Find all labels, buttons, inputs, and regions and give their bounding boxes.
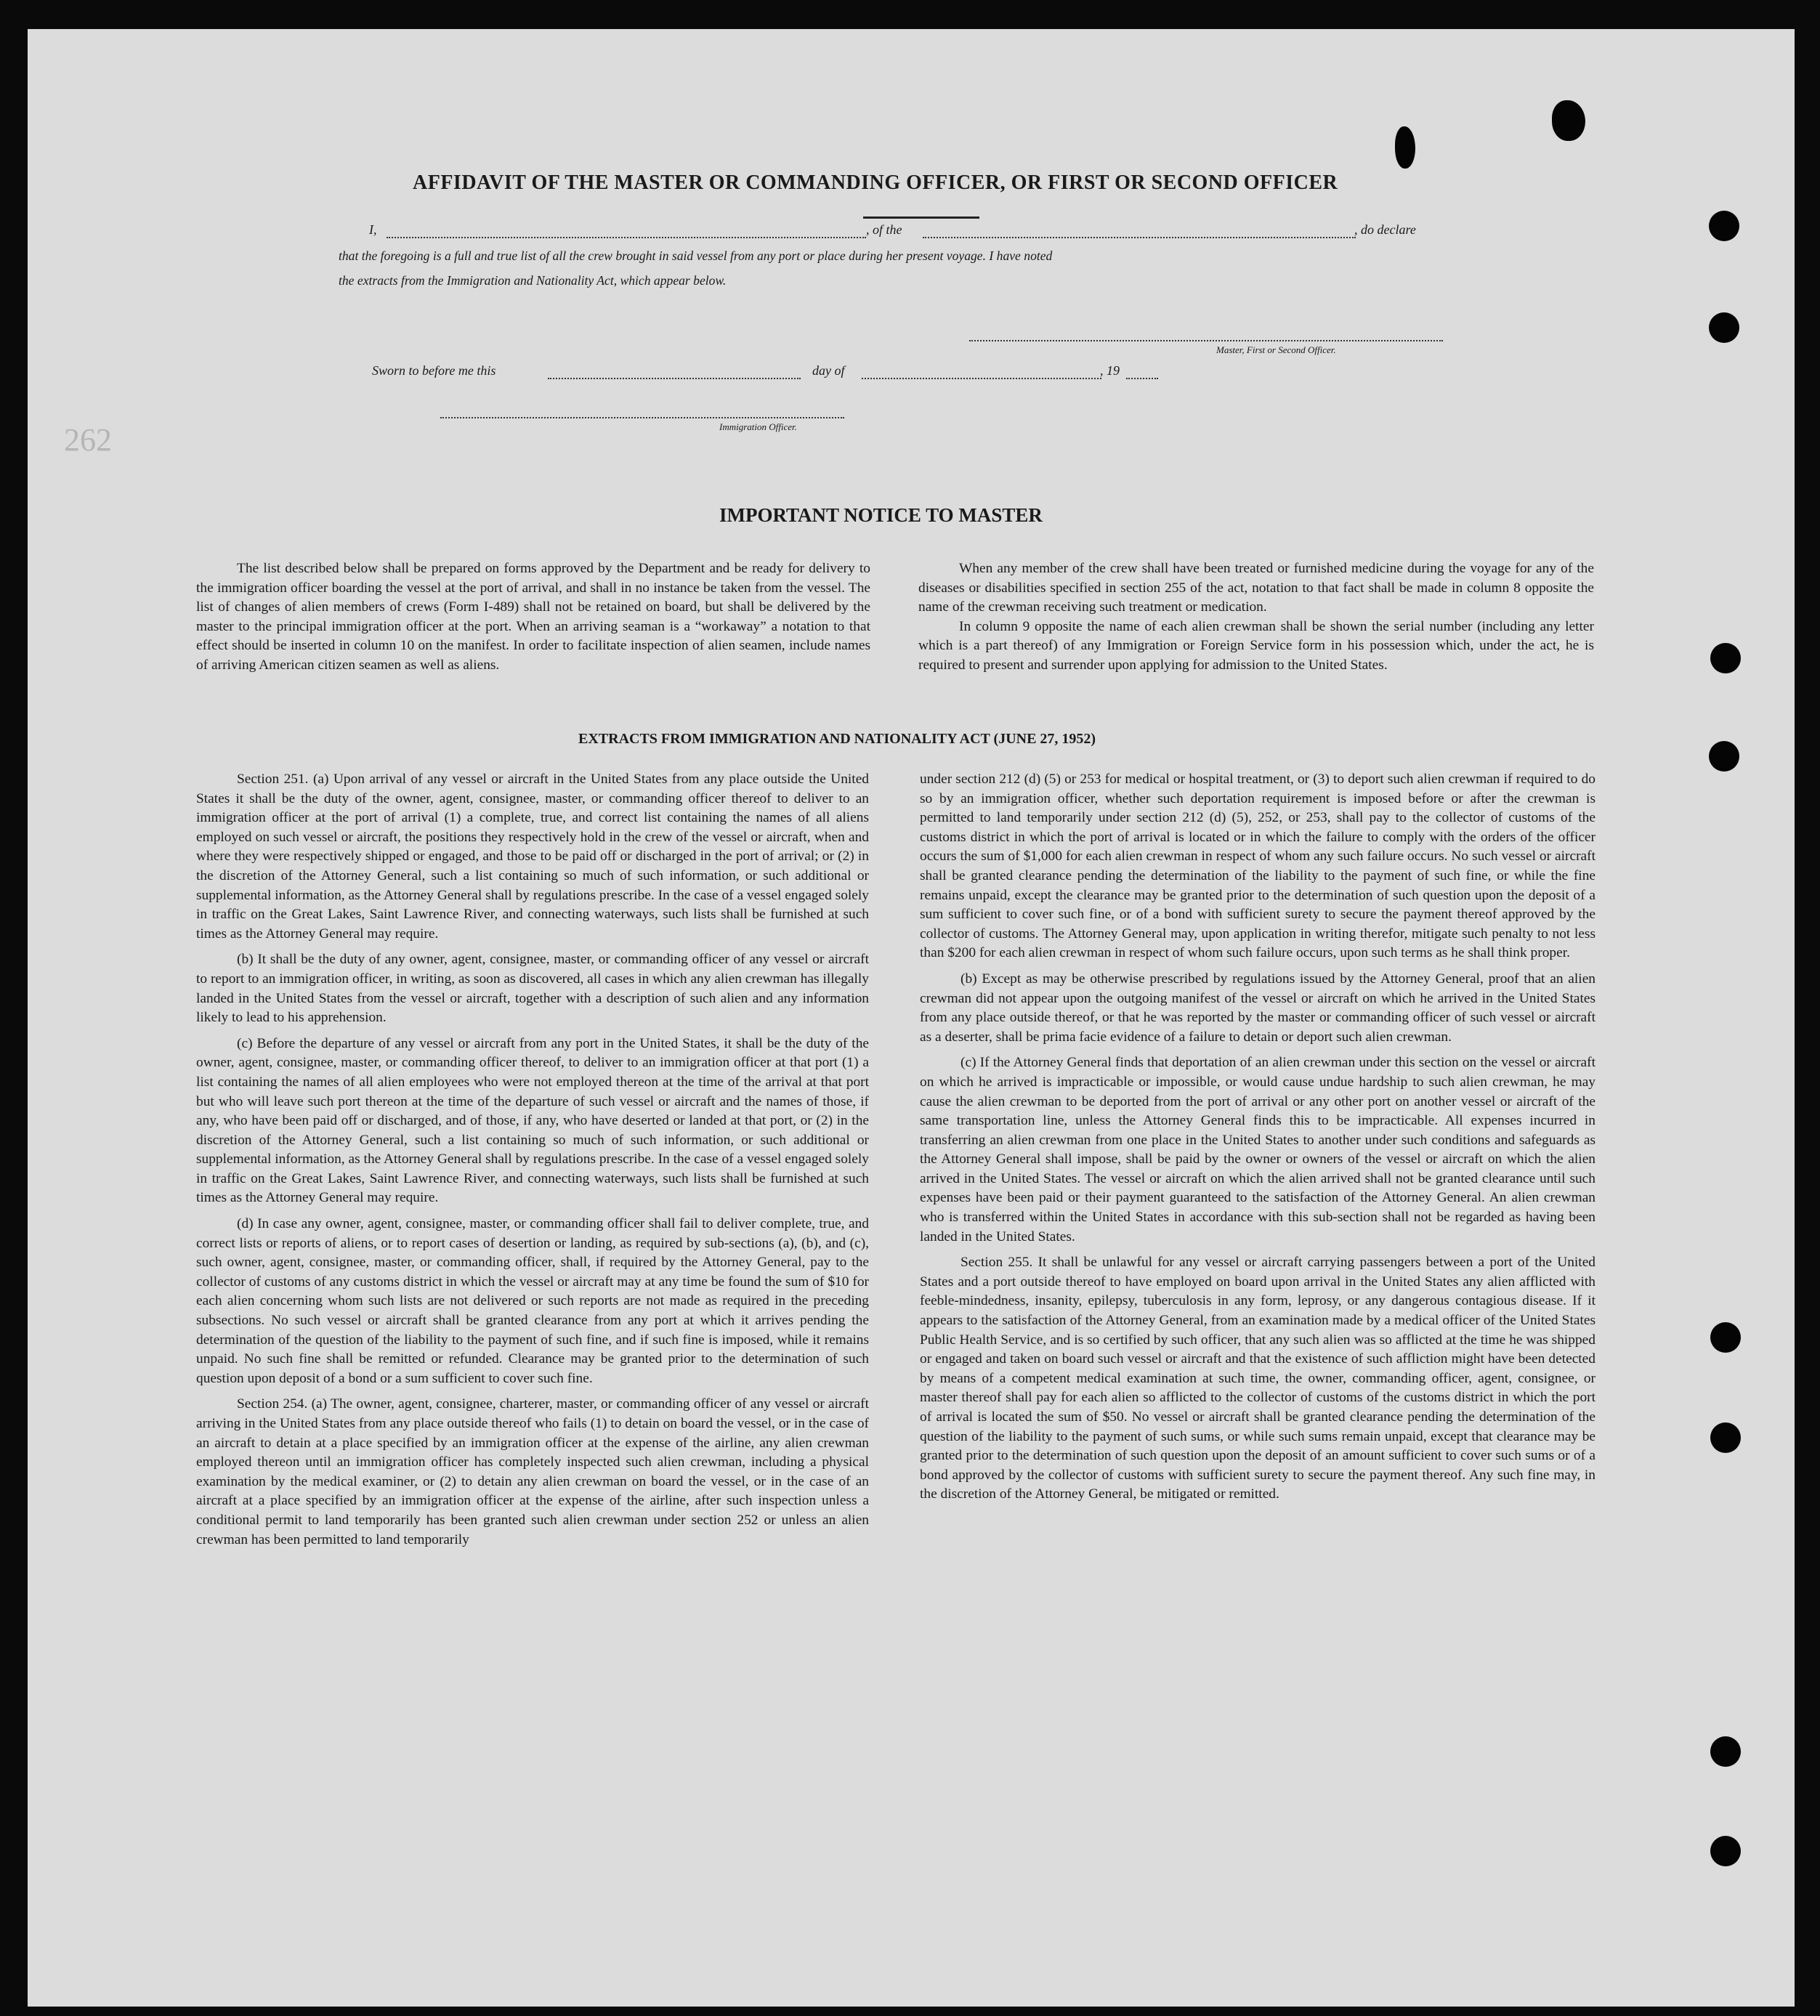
margin-mark: 262 (64, 422, 112, 458)
extracts-left-column (196, 770, 869, 1556)
extract-paragraph: (b) Except as may be otherwise prescribed by regulations issued by the Attorney General, proof that an alien crewman did not appear upon the outgoing manifest of the vessel or aircraft on which he arrived in the United States from any place outside thereof, or that he was reported by the master or commanding officer of such vessel or aircraft as a deserter, shall be prima facie evidence of a failure to detain or deport such alien crewman. (920, 971, 1595, 1045)
notice-heading: IMPORTANT NOTICE TO MASTER (719, 504, 1043, 526)
punch-hole (1710, 1322, 1741, 1353)
notice-right-paragraph: In column 9 opposite the name of each alien crewman shall be shown the serial number (including any letter which is a part thereof) of any Immigration or Foreign Service form in his possession which, under the act, he is required to present and surrender upon applying for admission to the United States. (918, 618, 1594, 673)
notice-left-column (196, 559, 870, 682)
extract-paragraph: under section 212 (d) (5) or 253 for medical or hospital treatment, or (3) to deport such alien crewman if required to do so by an immigration officer, whether such deportation requirement is imposed before or after the crewman is permitted to land temporarily under section 212 (d) (5), 252, or 253, shall pay to the collector of customs of the customs district in which the port of arrival is located or in which the failure to comply with the orders of the officer occurs the sum of $1,000 for each alien crewman in respect of whom any such failure occurs. No such vessel or aircraft shall be granted clearance pending the determination of the liability to the payment of such fine, or while the fine remains unpaid, except the clearance may be granted prior to the determination of such question upon the deposit of a sum sufficient to cover such fine, or of a bond with sufficient surety to secure the payment thereof approved by the collector of customs. The Attorney General may, upon application in writing therefor, mitigate such penalty to not less than $200 for each alien crewman in respect of whom such failure occurs, upon such terms as he shall think proper. (920, 772, 1595, 961)
form-page (28, 29, 1795, 2007)
extract-paragraph: (c) If the Attorney General finds that deportation of an alien crewman under this section on the vessel or aircraft on which he arrived is impracticable or impossible, or would cause undue hardship to such alien crewman, he may cause the alien crewman to be deported from the port of arrival or any other port on another vessel or aircraft of the same transportation line, unless the Attorney General finds this to be impracticable. All expenses incurred in transferring an alien crewman from one place in the United States to another under such conditions and safeguards as the Attorney General shall impose, shall be paid by the owner or owners of the vessel or aircraft on which the alien arrived in the United States. The vessel or aircraft on which the alien arrived shall not be granted clearance until such expenses have been paid or their payment guaranteed to the satisfaction of the Attorney General. An alien crewman who is transferred within the United States in accordance with this sub-section shall not be regarded as having been landed in the United States. (920, 1055, 1595, 1244)
year-blank (1126, 378, 1158, 379)
punch-hole (1709, 211, 1739, 241)
notice-right-paragraph: When any member of the crew shall have been treated or furnished medicine during the voyage for any of the diseases or disabilities specified in section 255 of the act, notation to that fact shall be made in column 8 opposite the name of the crewman receiving such treatment or medication. (918, 561, 1594, 615)
affidavit-title: AFFIDAVIT OF THE MASTER OR COMMANDING OFFICER, OR FIRST OR SECOND OFFICER (413, 171, 1338, 194)
ink-blot (1395, 126, 1415, 169)
affidavit-do-declare: , do declare (1354, 222, 1416, 237)
notice-left-paragraph: The list described below shall be prepared on forms approved by the Department and be ready for delivery to the immigration officer boarding the vessel at the port of arrival, and shall in no instance be taken from the vessel. The list of changes of alien members of crews (Form I-489) shall not be retained on board, but shall be delivered by the master to the principal immigration officer at the port. When an arriving seaman is a “workaway” a notation to that effect should be inserted in column 10 on the manifest. In order to facilitate inspection of alien seamen, include names of arriving American citizen seamen as well as aliens. (196, 561, 870, 673)
vessel-blank (923, 237, 1356, 238)
officer-caption: Immigration Officer. (719, 421, 797, 432)
signature-caption: Master, First or Second Officer. (1216, 344, 1336, 355)
extract-paragraph: (c) Before the departure of any vessel or aircraft from any port in the United States, it shall be the duty of the owner, agent, consignee, master, or commanding officer thereof, to deliver to an immigration officer at that port (1) a list containing the names of all alien employees who were not employed thereon at the time of the arrival at that port but who will leave such port thereon at the time of the departure of such vessel or aircraft and the names of those, if any, who have been paid off or discharged, and of those, if any, who have deserted or landed at that port, or (2) in the discretion of the Attorney General, such a list containing so much of such information, or such additional or supplemental information, as the Attorney General shall by regulations prescribe. In the case of a vessel engaged solely in traffic on the Great Lakes, Saint Lawrence River, and connecting waterways, such lists shall be furnished at such times as the Attorney General may require. (196, 1035, 869, 1206)
sworn-date-blank (548, 378, 801, 379)
month-blank (862, 378, 1101, 379)
extract-paragraph: (b) It shall be the duty of any owner, agent, consignee, master, or commanding officer of any vessel or aircraft to report to an immigration officer, in writing, as soon as discovered, all cases in which any alien crewman has illegally landed in the United States from the vessel or aircraft, together with a description of such alien and any information likely to lead to his apprehension. (196, 952, 869, 1026)
year-prefix: , 19 (1100, 363, 1120, 378)
notice-right-column (918, 559, 1594, 682)
punch-hole (1710, 1736, 1741, 1767)
extract-paragraph: Section 254. (a) The owner, agent, consignee, charterer, master, or commanding officer of any vessel or aircraft arriving in the United States from any place outside thereof who fails (1) to detain on board the vessel, or in the case of an aircraft to detain at a place specified by an immigration officer at the expense of the airline, any alien crewman employed thereon until an immigration officer has completely inspected such alien crewman, including a physical examination by the medical examiner, or (2) to detain any alien crewman on board the vessel, or in the case of an aircraft at a place specified by an immigration officer at the expense of the airline, after such inspection unless a conditional permit to land temporarily has been granted such alien crewman under section 252 or unless an alien crewman has been permitted to land temporarily (196, 1396, 869, 1547)
extract-paragraph: Section 255. It shall be unlawful for any vessel or aircraft carrying passengers between a port of the United States and a port outside thereof to have employed on board upon arrival in the United States any alien afflicted with feeble-mindedness, insanity, epilepsy, tuberculosis in any form, leprosy, or any dangerous contagious disease. If it appears to the satisfaction of the Attorney General, from an examination made by a medical officer of the United States Public Health Service, and is so certified by such officer, that any such alien was so afflicted at the time he was shipped or engaged and taken on board such vessel or aircraft and that the existence of such affliction might have been detected by means of a competent medical examination at such time, the owner, commanding officer, agent, consignee, or master thereof shall pay for each alien so afflicted to the collector of customs of the customs district in which the port of arrival is located the sum of $50. No vessel or aircraft shall be granted clearance pending the determination of the question of the liability to the payment of such sums, or while such sums remain unpaid, except that clearance may be granted prior to the determination of such question upon the deposit of an amount sufficient to cover such sums or of a bond approved by the collector of customs with sufficient surety to secure the payment thereof. Any such fine may, in the discretion of the Attorney General, be mitigated or remitted. (920, 1255, 1595, 1502)
affidavit-line3: the extracts from the Immigration and Nationality Act, which appear below. (339, 273, 727, 288)
officer-signature-blank (440, 417, 844, 418)
title-rule (863, 216, 979, 219)
affidavit-line2: that the foregoing is a full and true list of all the crew brought in said vessel from any port or place during her present voyage. I have noted (339, 248, 1053, 263)
extract-paragraph: (d) In case any owner, agent, consignee, master, or commanding officer shall fail to deliver complete, true, and correct lists or reports of aliens, or to report cases of desertion or landing, as required by sub-sections (a), (b), and (c), such owner, agent, consignee, master, or commanding officer, shall, if required by the Attorney General, pay to the collector of customs of any customs district in which the vessel or aircraft may at any time be found the sum of $10 for each alien concerning whom such lists are not delivered or such reports are not made as required in the preceding subsections. No such vessel or aircraft shall be granted clearance from any port at which it arrives pending the determination of the question of the liability to the payment of such fine, and if such fine is imposed, while it remains unpaid. No such fine shall be remitted or refunded. Clearance may be granted prior to the determination of such question upon deposit of a bond or a sum sufficient to cover such fine. (196, 1216, 869, 1386)
punch-hole (1710, 1836, 1741, 1866)
name-blank (387, 237, 866, 238)
punch-hole (1710, 643, 1741, 673)
affidavit-i: I, (369, 222, 377, 237)
signature-blank (969, 340, 1443, 341)
punch-hole (1710, 1422, 1741, 1453)
day-of-label: day of (812, 363, 845, 378)
sworn-label: Sworn to before me this (372, 363, 496, 378)
punch-hole (1709, 741, 1739, 772)
punch-hole (1709, 312, 1739, 343)
extracts-heading: EXTRACTS FROM IMMIGRATION AND NATIONALITY ACT (JUNE 27, 1952) (578, 731, 1096, 747)
extracts-right-column (920, 770, 1595, 1511)
extract-paragraph: Section 251. (a) Upon arrival of any vessel or aircraft in the United States from any place outside the United States it shall be the duty of the owner, agent, consignee, master, or commanding officer thereof to deliver to an immigration officer at the port of arrival (1) a complete, true, and correct list containing the names of all aliens employed on such vessel or aircraft, the positions they respectively hold in the crew of the vessel or aircraft, when and where they were respectively shipped or engaged, and those to be paid off or discharged in the port of arrival; or (2) in the discretion of the Attorney General, such a list containing so much of such information, or such additional or supplemental information, as the Attorney General shall by regulations prescribe. In the case of a vessel engaged solely in traffic on the Great Lakes, Saint Lawrence River, and connecting waterways, such lists shall be furnished at such times as the Attorney General may require. (196, 772, 869, 942)
affidavit-of-the: , of the (866, 222, 902, 237)
ink-blot (1552, 100, 1585, 141)
